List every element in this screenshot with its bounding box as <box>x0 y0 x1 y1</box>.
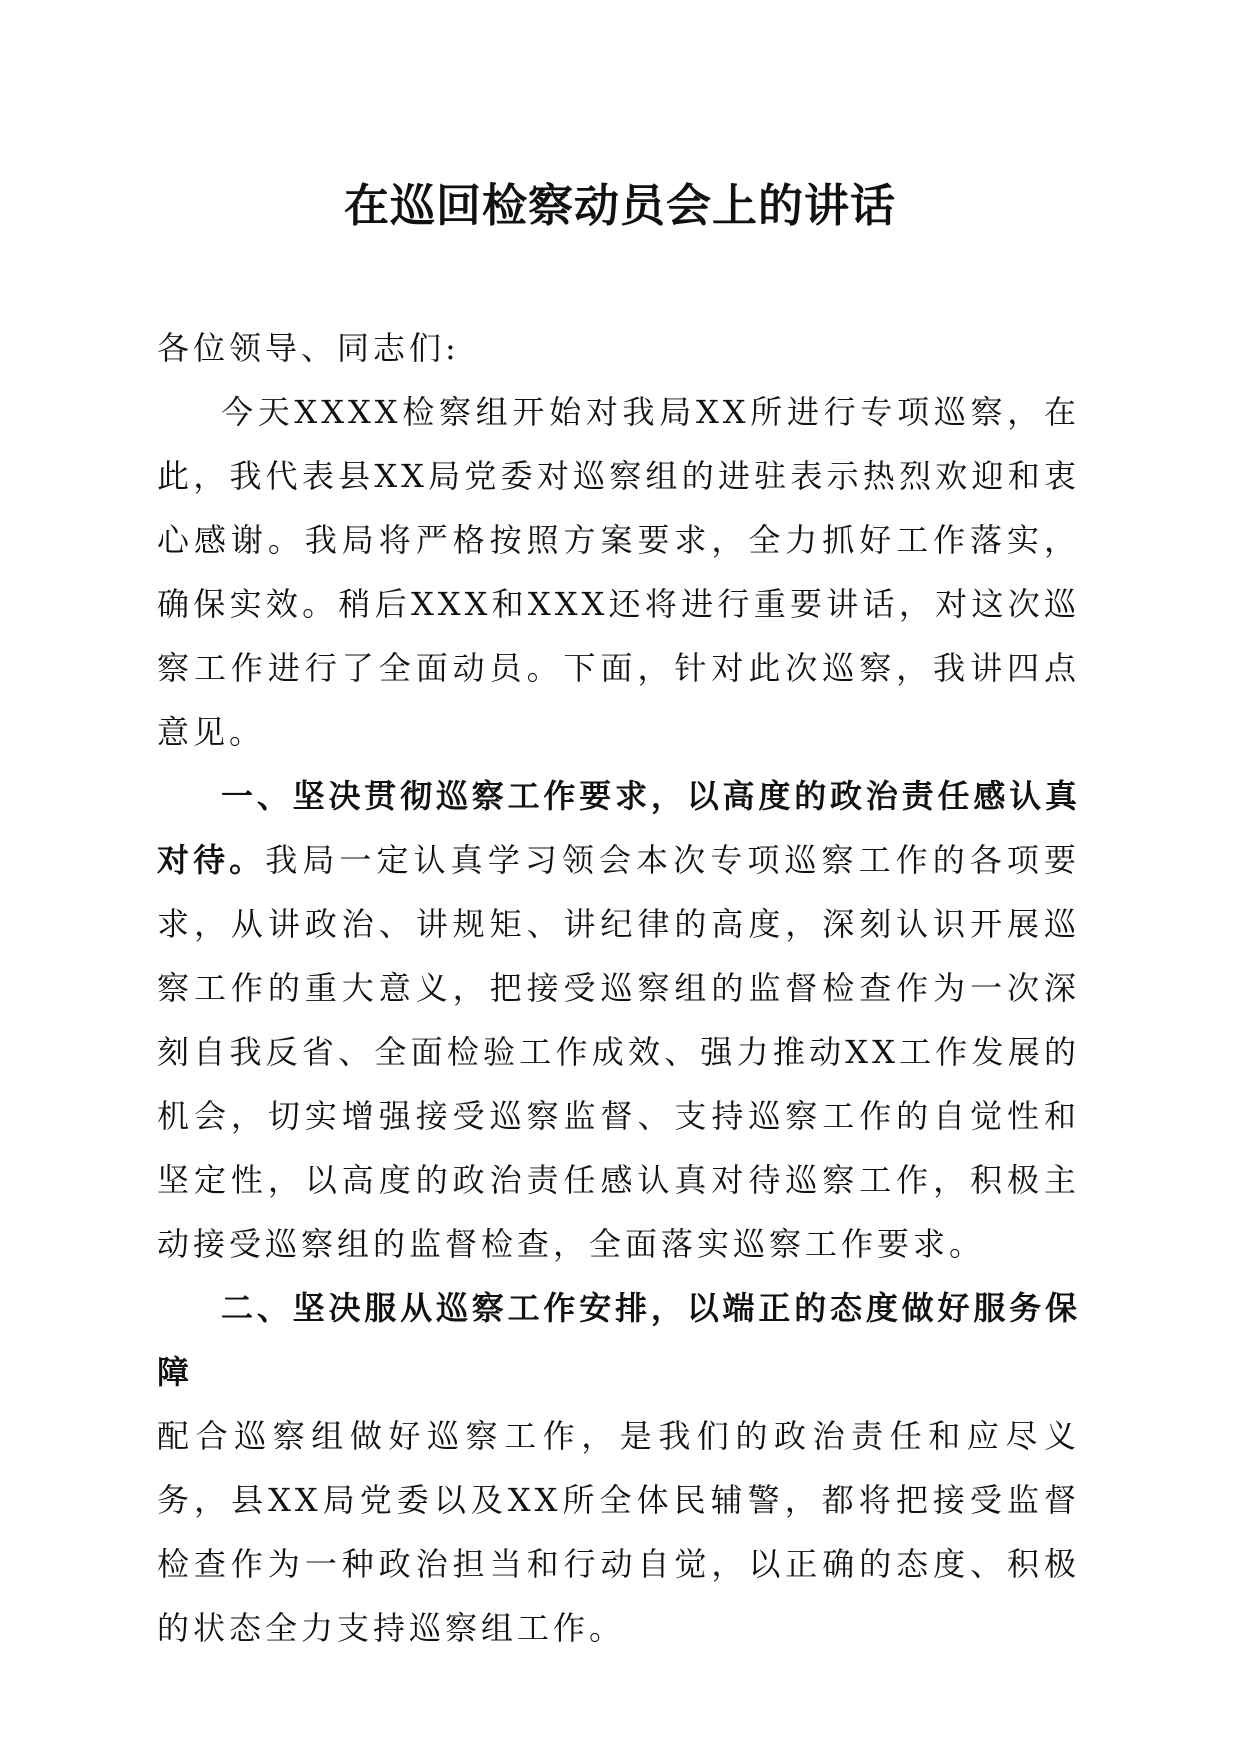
section-1-text: 我局一定认真学习领会本次专项巡察工作的各项要求，从讲政治、讲规矩、讲纪律的高度，深刻认识开展巡察工作的重大意义，把接受巡察组的监督检查作为一次深刻自我反省、全面检验工作成效、强力推动XX工作发展的机会，切实增强接受巡察监督、支持巡察工作的自觉性和坚定性，以高度的政治责任感认真对待巡察工作，积极主动接受巡察组的监督检查，全面落实巡察工作要求。 <box>157 841 1080 1263</box>
section-2-heading: 二、坚决服从巡察工作安排，以端正的态度做好服务保障 <box>157 1289 1080 1391</box>
salutation: 各位领导、同志们: <box>157 329 460 367</box>
document-title: 在巡回检察动员会上的讲话 <box>343 179 896 232</box>
section-2-heading-line <box>157 1276 1080 1404</box>
section-1-paragraph <box>157 764 1080 1276</box>
intro-paragraph: 今天XXXX检察组开始对我局XX所进行专项巡察，在此，我代表县XX局党委对巡察组的进驻表示热烈欢迎和衷心感谢。我局将严格按照方案要求，全力抓好工作落实，确保实效。稍后XXX和XXX还将进行重要讲话，对这次巡察工作进行了全面动员。下面，针对此次巡察，我讲四点意见。 <box>157 393 1080 751</box>
section-2-text: 配合巡察组做好巡察工作，是我们的政治责任和应尽义务，县XX局党委以及XX所全体民辅警，都将把接受监督检查作为一种政治担当和行动自觉，以正确的态度、积极的状态全力支持巡察组工作。 <box>157 1417 1080 1647</box>
section-1-heading: 一、坚决贯彻巡察工作要求，以高度的政治责任感认真对待。 <box>157 777 1080 879</box>
document-body <box>157 316 1080 1660</box>
